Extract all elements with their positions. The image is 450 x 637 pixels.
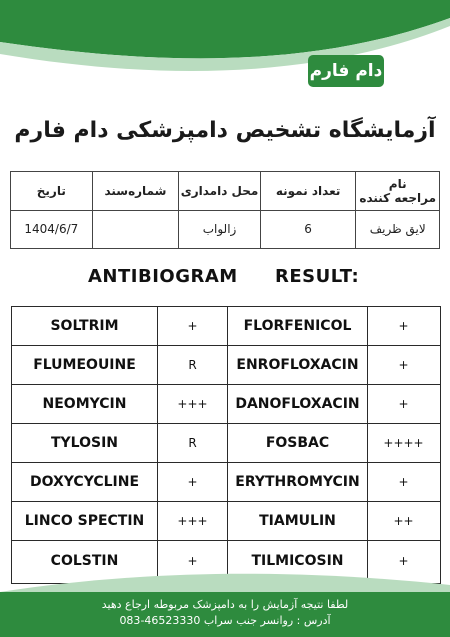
drug-name: FOSBAC: [228, 424, 368, 462]
drug-name: ERYTHROMYCIN: [228, 463, 368, 501]
client-name-value: لایق ظریف: [355, 210, 439, 248]
document-number-value: [92, 210, 179, 248]
sensitivity-result: ++: [393, 514, 414, 528]
drug-name: TYLOSIN: [12, 424, 158, 462]
section-title-result: RESULT:: [275, 266, 360, 287]
drug-name: DOXYCYCLINE: [12, 463, 158, 501]
page-title: آزمایشگاه تشخیص دامپزشکی دام فارم: [14, 118, 436, 143]
table-row: [12, 385, 440, 424]
sensitivity-result: +: [398, 475, 409, 489]
drug-name: FLUMEOUINE: [12, 346, 158, 384]
section-title-antibiogram: ANTIBIOGRAM: [88, 266, 238, 287]
sensitivity-result: +: [398, 553, 409, 568]
header-date: تاریخ: [36, 184, 66, 198]
table-row: [12, 463, 440, 502]
sensitivity-result: +: [398, 397, 409, 411]
sensitivity-result: +: [158, 307, 228, 345]
drug-name: ENROFLOXACIN: [228, 346, 368, 384]
sensitivity-result: +++: [158, 385, 228, 423]
footer-instruction: لطفا نتیجه آزمایش را به دامپزشک مربوطه ارجاع دهید: [101, 598, 349, 611]
header-swoosh-decoration: [0, 0, 450, 110]
sensitivity-result: ++++: [383, 436, 424, 450]
logo-text: دام فارم: [309, 61, 383, 81]
sensitivity-result: R: [158, 424, 228, 462]
table-row: [12, 502, 440, 541]
date-value: 1404/6/7: [24, 222, 79, 236]
header-sample-count: تعداد نمونه: [260, 172, 356, 210]
sensitivity-result: +: [398, 358, 409, 372]
info-header-row: [11, 172, 439, 211]
dam-farm-logo: [308, 55, 384, 87]
farm-location-value: زالواب: [178, 210, 260, 248]
header-farm-location: محل دامداری: [178, 172, 260, 210]
drug-name: SOLTRIM: [12, 307, 158, 345]
sensitivity-result: +: [158, 541, 228, 580]
drug-name: FLORFENICOL: [228, 307, 368, 345]
sensitivity-result: R: [158, 346, 228, 384]
info-value-row: [11, 210, 439, 248]
table-row: [12, 307, 440, 346]
footer-address: آدرس : روانسر جنب سراب 46523330-083: [119, 614, 331, 627]
sensitivity-result: +: [158, 463, 228, 501]
sensitivity-result: +: [398, 319, 409, 333]
drug-name: TIAMULIN: [228, 502, 368, 540]
drug-name: TILMICOSIN: [228, 541, 368, 580]
drug-name: COLSTIN: [12, 541, 158, 580]
table-row: [12, 346, 440, 385]
header-document-number: شماره‌سند: [92, 172, 179, 210]
antibiogram-results-table: [11, 306, 441, 584]
drug-name: LINCO SPECTIN: [12, 502, 158, 540]
drug-name: DANOFLOXACIN: [228, 385, 368, 423]
drug-name: NEOMYCIN: [12, 385, 158, 423]
sensitivity-result: +++: [158, 502, 228, 540]
info-table: [10, 171, 440, 249]
header-client-name: نام مراجعه کننده: [355, 172, 439, 210]
table-row: [12, 424, 440, 463]
footer-bar: [0, 592, 450, 637]
sample-count-value: 6: [260, 210, 356, 248]
